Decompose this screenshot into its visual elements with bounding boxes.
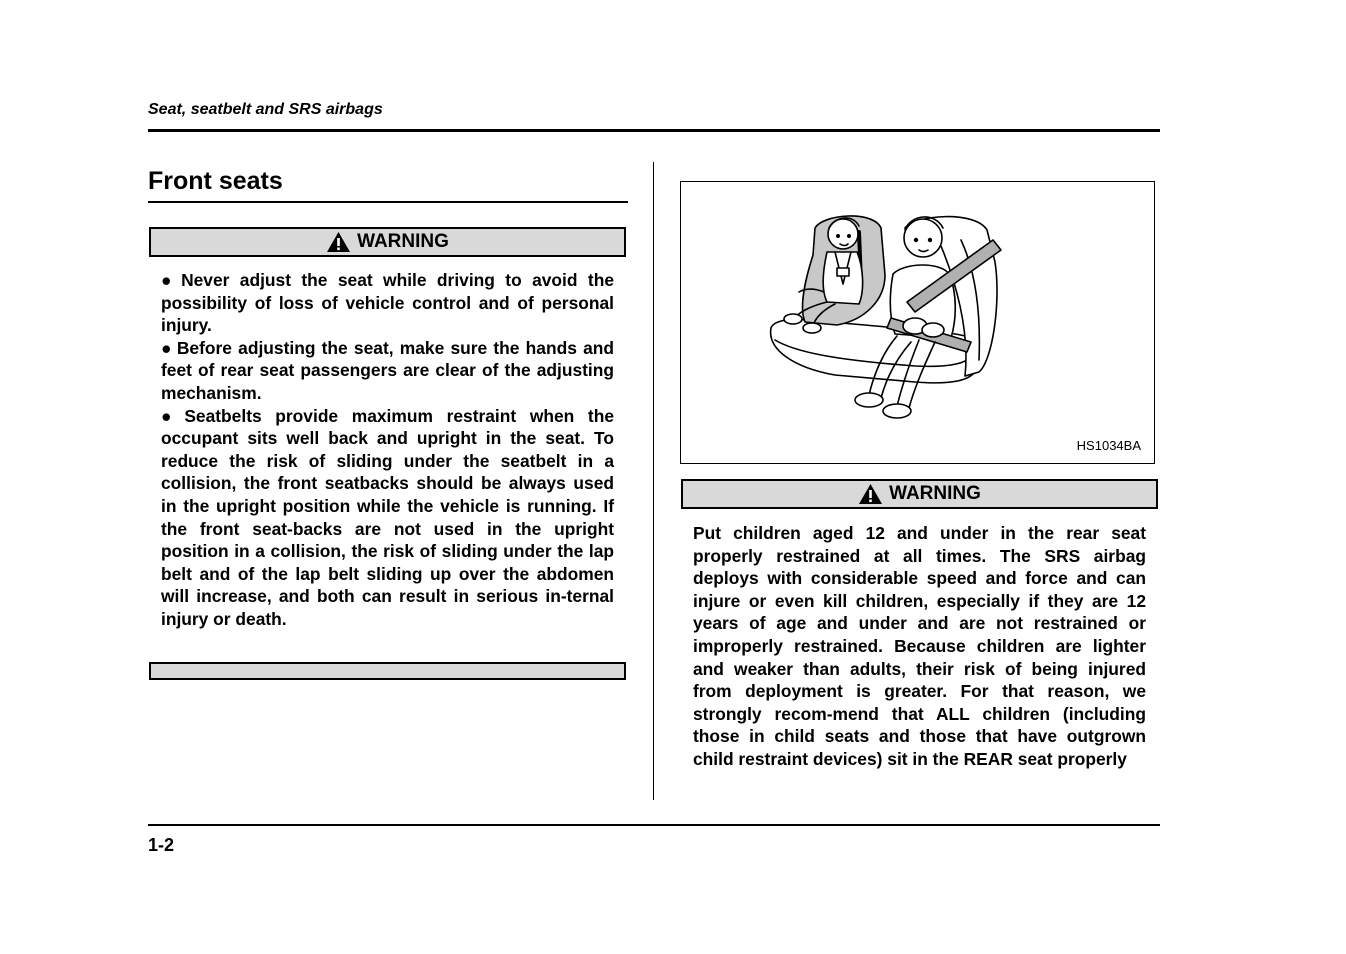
warning-bullet: ● Before adjusting the seat, make sure the hands and feet of rear seat passengers are clear of the adjusting mechanism. [161, 337, 614, 403]
section-header: Seat, seatbelt and SRS airbags [148, 101, 383, 118]
children-in-rear-seat-illustration [765, 200, 1065, 445]
warning-bullet: ● Seatbelts provide maximum restraint when the occupant sits well back and upright in the seat. To reduce the risk of sliding under the seatbelt in a collision, the front seatbacks should be always used in the upright position while the vehicle is running. If the front seat-backs are not used in the upright position in a collision, the risk of sliding under the lap belt and of the lap belt sliding up over the abdomen will increase, and both can result in serious in-ternal injury or death. [161, 405, 614, 629]
page-number: 1-2 [148, 835, 175, 855]
warning-banner-right [681, 479, 1158, 509]
warning-right-body [693, 522, 1146, 771]
warning-left-body [161, 269, 614, 631]
page-title: Front seats [148, 167, 283, 195]
warning-end-bar [149, 662, 626, 680]
footer-rule [148, 824, 1160, 826]
column-divider [653, 162, 654, 800]
warning-triangle-icon [326, 231, 351, 253]
warning-label: WARNING [357, 231, 449, 252]
warning-triangle-icon [858, 483, 883, 505]
figure-box [680, 181, 1155, 464]
warning-label: WARNING [889, 483, 981, 504]
warning-paragraph: Put children aged 12 and under in the rear seat properly restrained at all times. The SRS airbag deploys with considerable speed and force and can injure or even kill children, especially if they are 12 years of age and under and are not restrained or improperly restrained. Because children are lighter and weaker than adults, their risk of being injured from deployment is greater. For that reason, we strongly recom-mend that ALL children (including those in child seats and those that have outgrown child restraint devices) sit in the REAR seat properly [693, 523, 1146, 769]
figure-code: HS1034BA [1076, 438, 1141, 453]
warning-bullet: ● Never adjust the seat while driving to avoid the possibility of loss of vehicle control and of personal injury. [161, 270, 614, 336]
header-rule [148, 129, 1160, 132]
title-rule [148, 201, 628, 203]
warning-banner-left [149, 227, 626, 257]
